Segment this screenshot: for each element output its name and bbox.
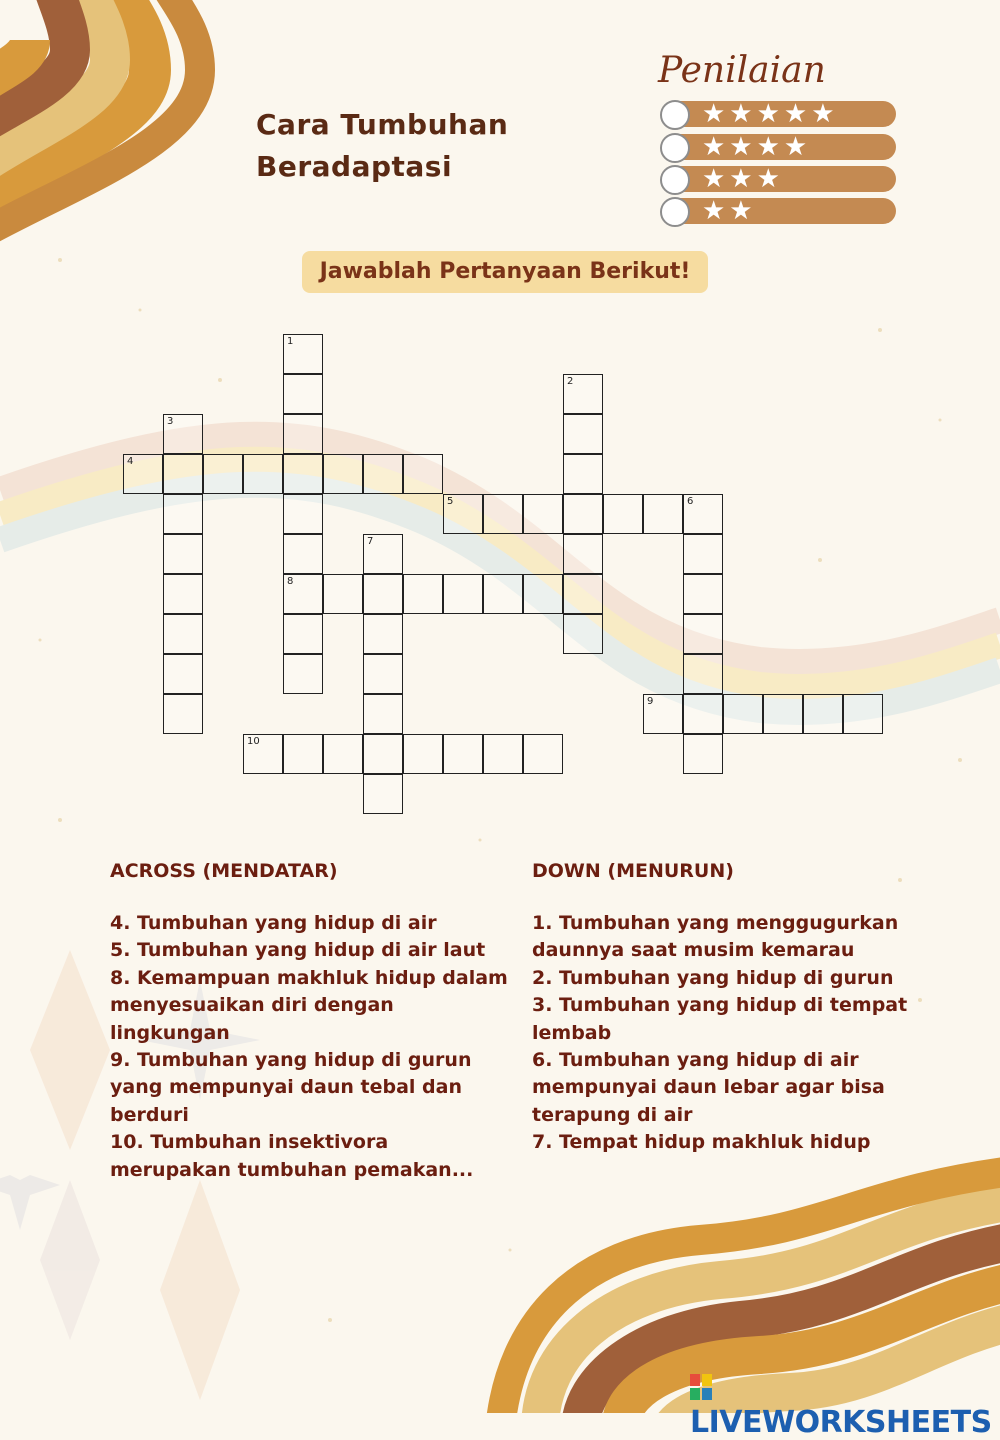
crossword-cell[interactable] bbox=[323, 574, 363, 614]
crossword-cell[interactable] bbox=[683, 534, 723, 574]
down-clue: 2. Tumbuhan yang hidup di gurun bbox=[532, 966, 894, 989]
crossword-cell[interactable] bbox=[683, 694, 723, 734]
crossword-cell[interactable] bbox=[363, 774, 403, 814]
crossword-cell[interactable] bbox=[283, 574, 323, 614]
rating-bar-4-stars[interactable] bbox=[662, 134, 896, 160]
crossword-cell[interactable] bbox=[283, 494, 323, 534]
radio-knob[interactable] bbox=[660, 100, 690, 130]
down-heading: DOWN (MENURUN) bbox=[532, 860, 734, 882]
crossword-cell[interactable] bbox=[283, 734, 323, 774]
star-icons: ★★ bbox=[702, 196, 757, 226]
radio-knob[interactable] bbox=[660, 197, 690, 227]
crossword-cell[interactable] bbox=[283, 454, 323, 494]
radio-knob[interactable] bbox=[660, 165, 690, 195]
crossword-cell[interactable] bbox=[683, 654, 723, 694]
crossword-cell[interactable] bbox=[563, 454, 603, 494]
clue-number: 5 bbox=[447, 496, 454, 507]
clue-number: 6 bbox=[687, 496, 694, 507]
star-icons: ★★★ bbox=[702, 164, 784, 194]
crossword-cell[interactable] bbox=[403, 574, 443, 614]
star-icons: ★★★★ bbox=[702, 132, 812, 162]
crossword-cell[interactable] bbox=[283, 334, 323, 374]
across-clue: 9. Tumbuhan yang hidup di gurun yang mempunyai daun tebal dan berduri bbox=[110, 1049, 472, 1126]
radio-knob[interactable] bbox=[660, 133, 690, 163]
crossword-cell[interactable] bbox=[803, 694, 843, 734]
crossword-cell[interactable] bbox=[363, 534, 403, 574]
crossword-cell[interactable] bbox=[363, 454, 403, 494]
crossword-cell[interactable] bbox=[643, 694, 683, 734]
across-clue: 10. Tumbuhan insektivora merupakan tumbuhan pemakan... bbox=[110, 1131, 474, 1181]
clue-number: 3 bbox=[167, 416, 174, 427]
across-clue: 4. Tumbuhan yang hidup di air bbox=[110, 912, 437, 934]
rating-bar-3-stars[interactable] bbox=[662, 166, 896, 192]
crossword-cell[interactable] bbox=[163, 534, 203, 574]
clue-number: 4 bbox=[127, 456, 134, 467]
crossword-cell[interactable] bbox=[323, 454, 363, 494]
rating-bar-2-stars[interactable] bbox=[662, 198, 896, 224]
crossword-cell[interactable] bbox=[563, 614, 603, 654]
crossword-cell[interactable] bbox=[843, 694, 883, 734]
clue-number: 2 bbox=[567, 376, 574, 387]
crossword-cell[interactable] bbox=[603, 494, 643, 534]
crossword-cell[interactable] bbox=[163, 414, 203, 454]
down-clue: 1. Tumbuhan yang menggugurkan daunnya saat musim kemarau bbox=[532, 912, 899, 962]
crossword-cell[interactable] bbox=[163, 694, 203, 734]
crossword-cell[interactable] bbox=[443, 574, 483, 614]
across-clue-list bbox=[110, 910, 510, 1184]
across-section bbox=[110, 860, 510, 1184]
crossword-cell[interactable] bbox=[723, 694, 763, 734]
crossword-cell[interactable] bbox=[363, 614, 403, 654]
crossword-grid bbox=[123, 334, 893, 824]
crossword-cell[interactable] bbox=[363, 574, 403, 614]
crossword-cell[interactable] bbox=[283, 654, 323, 694]
down-section bbox=[532, 860, 932, 1157]
down-clue: 6. Tumbuhan yang hidup di air mempunyai daun lebar agar bisa terapung di air bbox=[532, 1049, 885, 1126]
clue-number: 7 bbox=[367, 536, 374, 547]
crossword-cell[interactable] bbox=[283, 374, 323, 414]
page-title bbox=[256, 104, 508, 188]
crossword-cell[interactable] bbox=[683, 614, 723, 654]
crossword-cell[interactable] bbox=[763, 694, 803, 734]
watermark-text: LIVEWORKSHEETS bbox=[690, 1405, 992, 1440]
crossword-cell[interactable] bbox=[683, 494, 723, 534]
crossword-cell[interactable] bbox=[203, 454, 243, 494]
clue-number: 10 bbox=[247, 736, 260, 747]
crossword-cell[interactable] bbox=[243, 454, 283, 494]
crossword-cell[interactable] bbox=[243, 734, 283, 774]
crossword-cell[interactable] bbox=[563, 414, 603, 454]
crossword-cell[interactable] bbox=[123, 454, 163, 494]
clue-number: 9 bbox=[647, 696, 654, 707]
crossword-cell[interactable] bbox=[683, 574, 723, 614]
rating-bar-5-stars[interactable] bbox=[662, 101, 896, 127]
crossword-cell[interactable] bbox=[363, 734, 403, 774]
clue-number: 1 bbox=[287, 336, 294, 347]
down-clue-list bbox=[532, 910, 932, 1157]
clue-number: 8 bbox=[287, 576, 294, 587]
crossword-cell[interactable] bbox=[523, 734, 563, 774]
crossword-cell[interactable] bbox=[483, 574, 523, 614]
crossword-cell[interactable] bbox=[643, 494, 683, 534]
down-clue: 3. Tumbuhan yang hidup di tempat lembab bbox=[532, 994, 908, 1044]
crossword-cell[interactable] bbox=[483, 734, 523, 774]
crossword-cell[interactable] bbox=[523, 574, 563, 614]
crossword-cell[interactable] bbox=[163, 614, 203, 654]
crossword-cell[interactable] bbox=[443, 494, 483, 534]
crossword-cell[interactable] bbox=[363, 694, 403, 734]
down-clue: 7. Tempat hidup makhluk hidup bbox=[532, 1131, 871, 1154]
instruction-banner: Jawablah Pertanyaan Berikut! bbox=[302, 251, 708, 293]
crossword-cell[interactable] bbox=[323, 734, 363, 774]
crossword-cell[interactable] bbox=[283, 614, 323, 654]
crossword-cell[interactable] bbox=[483, 494, 523, 534]
crossword-cell[interactable] bbox=[563, 374, 603, 414]
crossword-cell[interactable] bbox=[403, 734, 443, 774]
crossword-cell[interactable] bbox=[283, 414, 323, 454]
page-title-line-1: Cara Tumbuhan bbox=[256, 108, 509, 141]
crossword-cell[interactable] bbox=[563, 494, 603, 534]
crossword-cell[interactable] bbox=[683, 734, 723, 774]
star-icons: ★★★★★ bbox=[702, 99, 839, 129]
across-clue: 8. Kemampuan makhluk hidup dalam menyesuaikan diri dengan lingkungan bbox=[110, 966, 508, 1044]
crossword-cell[interactable] bbox=[163, 494, 203, 534]
crossword-cell[interactable] bbox=[363, 654, 403, 694]
crossword-cell[interactable] bbox=[523, 494, 563, 534]
crossword-cell[interactable] bbox=[403, 454, 443, 494]
crossword-cell[interactable] bbox=[283, 534, 323, 574]
crossword-cell[interactable] bbox=[563, 534, 603, 574]
liveworksheets-logo[interactable] bbox=[690, 1370, 1000, 1440]
crossword-cell[interactable] bbox=[163, 454, 203, 494]
rating-title: Penilaian bbox=[658, 50, 826, 91]
across-heading: ACROSS (MENDATAR) bbox=[110, 860, 338, 882]
across-clue: 5. Tumbuhan yang hidup di air laut bbox=[110, 939, 486, 962]
crossword-cell[interactable] bbox=[163, 574, 203, 614]
crossword-cell[interactable] bbox=[443, 734, 483, 774]
liveworksheets-icon bbox=[690, 1374, 712, 1400]
crossword-cell[interactable] bbox=[163, 654, 203, 694]
page-title-line-2: Beradaptasi bbox=[256, 150, 453, 183]
crossword-cell[interactable] bbox=[563, 574, 603, 614]
